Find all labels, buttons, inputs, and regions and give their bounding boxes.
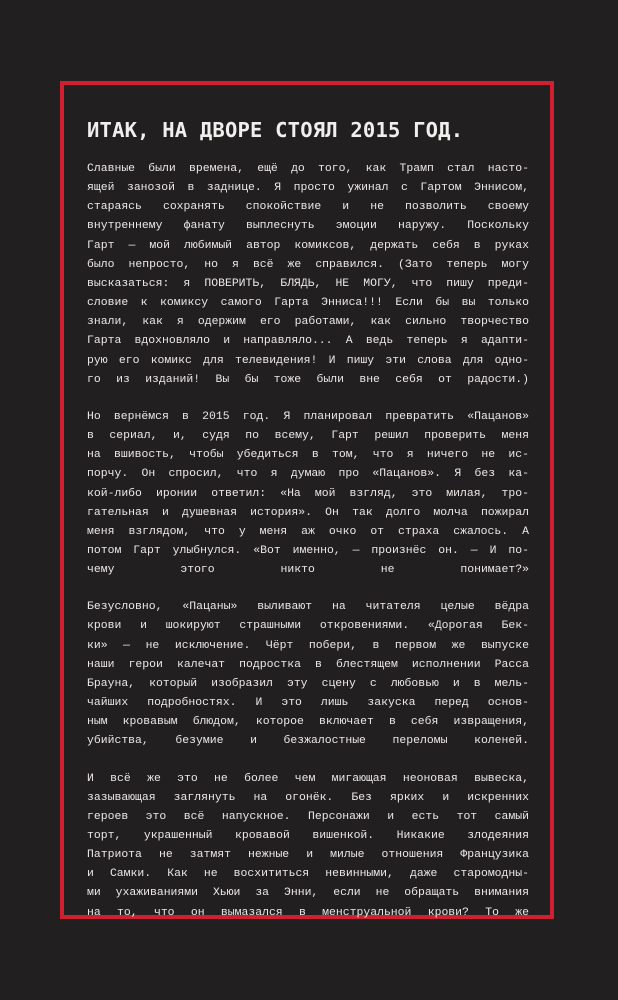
paragraph <box>87 769 529 922</box>
text-line: на то, что он вымазался в менструальной крови? То же <box>87 905 529 919</box>
text-line: крови и шокируют страшными откровениями. «Дорогая Бек- <box>87 619 529 633</box>
text-line: Но вернёмся в 2015 год. Я планировал превратить «Пацанов» <box>87 409 529 423</box>
paragraph <box>87 597 529 750</box>
text-line: и Самки. Как не восхититься невинными, даже старомодны- <box>87 867 529 881</box>
text-line: чайших подробностях. И это лишь закуска перед основ- <box>87 696 529 710</box>
text-line: потом Гарт улыбнулся. «Вот именно, — произнёс он. — И по- <box>87 543 529 557</box>
text-line: Патриота не затмят нежные и милые отношения Французика <box>87 848 529 862</box>
paragraph <box>87 407 529 579</box>
text-line: чему этого никто не понимает?» <box>87 563 529 577</box>
text-line: героев это всё напускное. Персонажи и есть тот самый <box>87 809 529 823</box>
text-line: ным кровавым блюдом, которое включает в себя извращения, <box>87 715 529 729</box>
body-text <box>87 159 529 922</box>
page-heading: ИТАК, НА ДВОРЕ СТОЯЛ 2015 ГОД. <box>87 118 464 142</box>
text-line: внутреннему фанату выплеснуть эмоции наружу. Поскольку <box>87 219 529 233</box>
text-line: кой-либо иронии ответил: «На мой взгляд, это милая, тро- <box>87 486 529 500</box>
text-line: ми ухаживаниями Хьюи за Энни, если не обращать внимания <box>87 886 529 900</box>
text-line: порчу. Он спросил, что я думаю про «Пацанов». Я без ка- <box>87 467 529 481</box>
text-line: рую его комикс для телевидения! И пишу эти слова для одно- <box>87 353 529 367</box>
text-line: ки» — не исключение. Чёрт побери, в первом же выпуске <box>87 638 529 652</box>
text-line: на вшивость, чтобы убедиться в том, что я ничего не ис- <box>87 448 529 462</box>
text-line: го из изданий! Вы бы тоже были вне себя от радости.) <box>87 372 529 386</box>
text-line: гательная и душевная история». Он так долго молча пожирал <box>87 505 529 519</box>
text-line: Безусловно, «Пацаны» выливают на читателя целые вёдра <box>87 600 529 614</box>
text-line: было непросто, но я всё же справился. (Зато теперь могу <box>87 257 529 271</box>
text-line: в сериал, и, судя по всему, Гарт решил проверить меня <box>87 429 529 443</box>
text-line: Гарта вдохновляло и направляло... А ведь теперь я адапти- <box>87 334 529 348</box>
text-line: словие к комиксу самого Гарта Энниса!!! Если бы вы только <box>87 296 529 310</box>
text-line: убийства, безумие и безжалостные переломы коленей. <box>87 734 529 748</box>
text-line: торт, украшенный кровавой вишенкой. Никакие злодеяния <box>87 829 529 842</box>
text-line: высказаться: я ПОВЕРИТЬ, БЛЯДЬ, НЕ МОГУ, что пишу преди- <box>87 276 529 290</box>
paragraph <box>87 159 529 389</box>
text-line: И всё же это не более чем мигающая неоновая вывеска, <box>87 771 529 785</box>
text-line: ящей занозой в заднице. Я просто ужинал с Гартом Эннисом, <box>87 181 529 195</box>
text-line: наши герои калечат подростка в блестящем исполнении Расса <box>87 657 529 671</box>
text-line: Славные были времена, ещё до того, как Трамп стал насто- <box>87 162 529 175</box>
text-line: зазывающая заглянуть на огонёк. Без ярких и искренних <box>87 790 529 804</box>
text-line: знали, как я одержим его работами, как сильно творчество <box>87 315 529 329</box>
text-line: Гарт — мой любимый автор комиксов, держать себя в руках <box>87 238 529 252</box>
text-line: Брауна, который изобразил эту сцену с любовью и в мель- <box>87 676 529 690</box>
text-line: стараясь сохранять спокойствие и не позволить своему <box>87 200 529 214</box>
page-content <box>87 118 529 940</box>
text-line: меня взглядом, что у меня аж очко от страха сжалось. А <box>87 524 529 538</box>
